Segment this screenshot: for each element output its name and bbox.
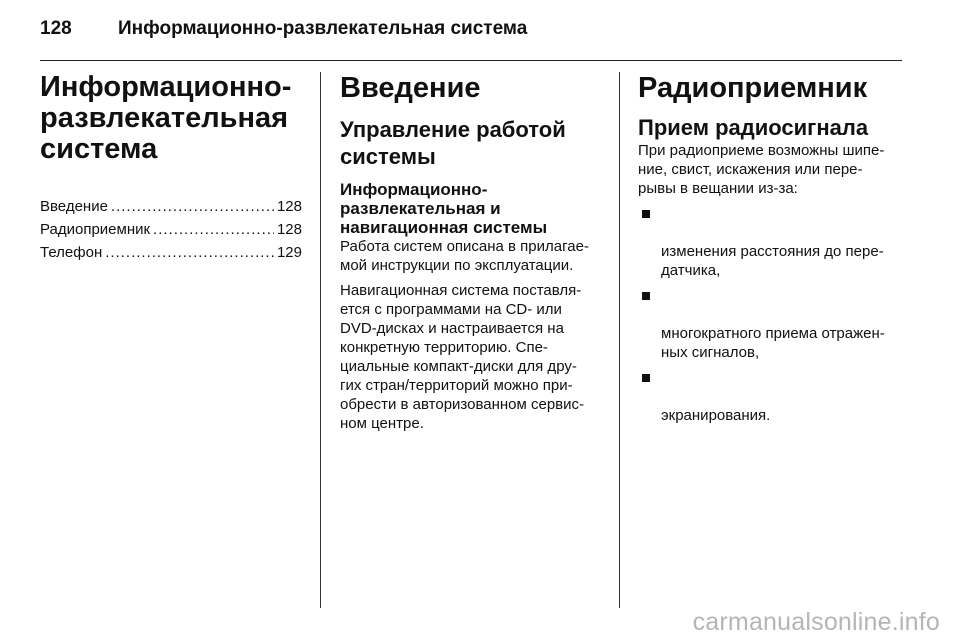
toc-entry-page: 128 (276, 198, 302, 215)
column-middle (340, 72, 608, 439)
toc-entry-label: Введение (40, 198, 108, 215)
chapter-title-text: Информационно- развлекательная система (40, 71, 292, 165)
paragraph: При радиоприеме возможны шипе- ние, свист, искажения или пере- рывы в вещании из-за: (638, 142, 885, 197)
list-item (638, 204, 902, 280)
square-bullet-icon (642, 374, 650, 382)
list-item (638, 368, 902, 425)
column-divider (619, 72, 620, 608)
toc-leader-dots (111, 198, 274, 215)
watermark: carmanualsonline.info (692, 608, 940, 636)
list-item-text: изменения расстояния до пере- датчика, (661, 243, 884, 279)
list-item (638, 286, 902, 362)
square-bullet-icon (642, 292, 650, 300)
header-rule (40, 60, 902, 61)
square-bullet-icon (642, 210, 650, 218)
subsection-title-radio-reception: Прием радиосигнала (638, 115, 869, 140)
toc-entry-radio[interactable] (40, 221, 302, 244)
table-of-contents (40, 198, 302, 267)
list-item-text: многократного приема отражен- ных сигналов, (661, 325, 885, 361)
toc-entry-page: 128 (276, 221, 302, 238)
topic-title-infotainment-navigation: Информационно-развлекательная и навигационная системы (340, 180, 548, 237)
paragraph: Навигационная система поставля- ется с программами на CD- или DVD-дисках и настраивается на конкретную территорию. Спе- циальные компакт-диски для дру- гих стран/территорий можно при- обрести в авторизованном сервис- ном центре. (340, 282, 585, 432)
toc-entry-page: 129 (276, 244, 302, 261)
toc-leader-dots (153, 221, 274, 238)
toc-entry-label: Телефон (40, 244, 103, 261)
section-title-radio: Радиоприемник (638, 72, 868, 104)
column-right (638, 72, 902, 431)
toc-entry-introduction[interactable] (40, 198, 302, 221)
column-divider (320, 72, 321, 608)
running-header-title: Информационно-развлекательная система (118, 18, 528, 39)
bullet-list (638, 204, 902, 425)
section-title-introduction: Введение (340, 72, 481, 104)
toc-leader-dots (105, 244, 274, 261)
subsection-title-system-operation: Управление работой системы (340, 117, 566, 169)
column-left (40, 72, 302, 267)
page-number: 128 (40, 18, 72, 39)
chapter-title (40, 72, 302, 165)
paragraph: Работа систем описана в прилагае- мой инструкции по эксплуатации. (340, 238, 589, 274)
toc-entry-label: Радиоприемник (40, 221, 151, 238)
toc-entry-phone[interactable] (40, 244, 302, 267)
list-item-text: экранирования. (661, 407, 771, 424)
